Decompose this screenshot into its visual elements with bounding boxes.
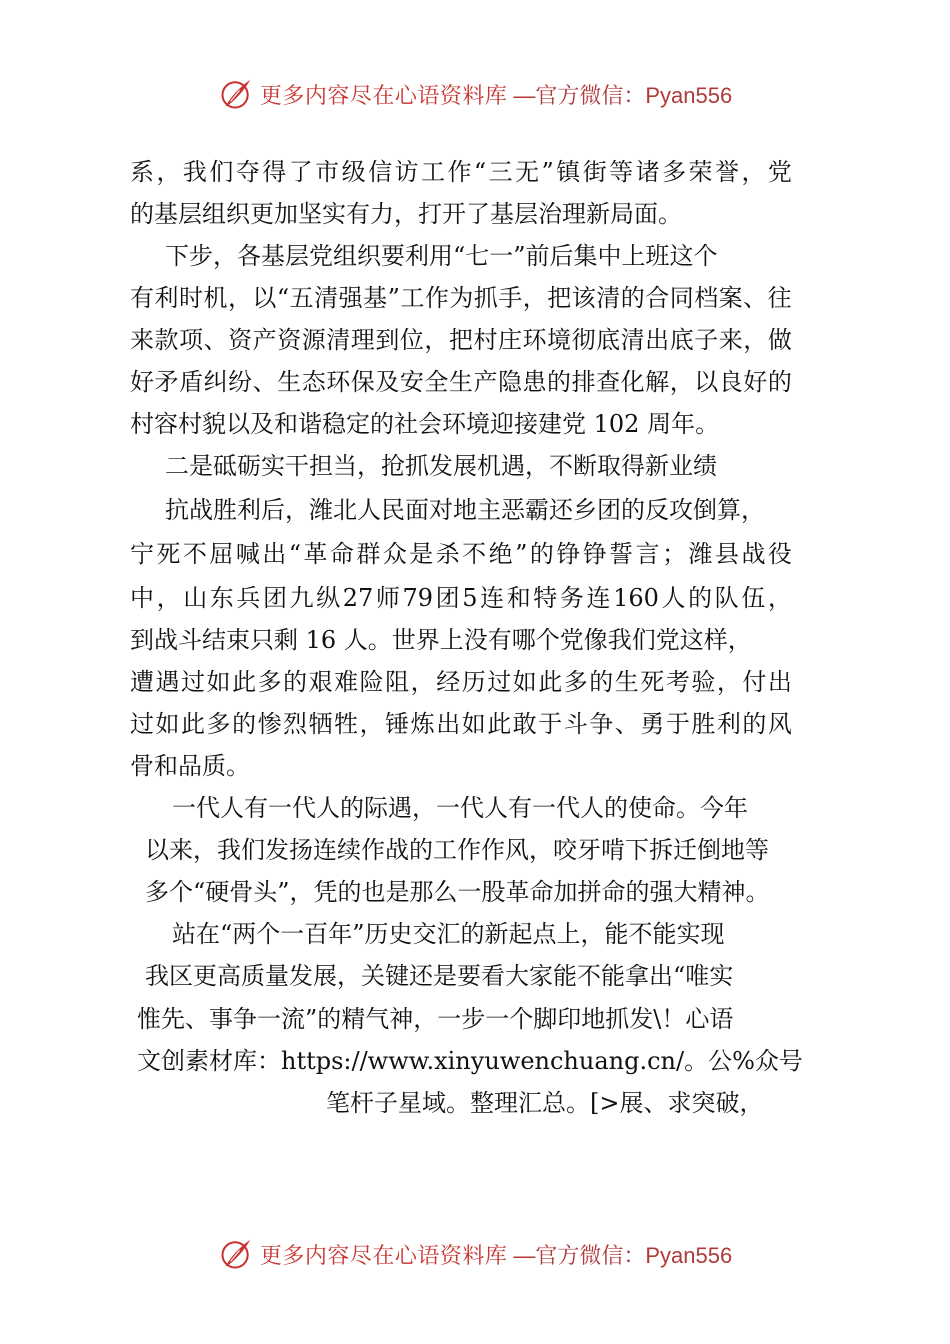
footer-wechat: —官方微信：Pyan556: [513, 1242, 733, 1268]
text-line: 多个“硬骨头”，凭的也是那么一股革命加拼命的强大精神。: [145, 878, 770, 906]
header-wechat: —官方微信：Pyan556: [513, 82, 733, 108]
quill-pen-logo-icon: [218, 1236, 254, 1272]
text-line: 中 ， 山 东 兵 团 九 纵 27 师 79 团 5 连 和 特 务 连 160 人 的 队 伍 ，: [130, 584, 792, 612]
text-line: 我区更高质量发展，关键还是要看大家能不能拿出“唯实: [145, 962, 734, 990]
text-line: 骨和品质。: [130, 752, 250, 780]
text-line: 一代人有一代人的际遇，一代人有一代人的使命。今年: [172, 794, 748, 822]
text-line: 有 利 时 机 ， 以 “ 五 清 强 基 ” 工 作 为 抓 手 ， 把 该 清 的 合 同 档 案 、 往: [130, 284, 792, 312]
section-heading: 二是砥砺实干担当，抢抓发展机遇，不断取得新业绩: [165, 452, 717, 480]
header-banner: [0, 72, 950, 116]
header-title: 更多内容尽在心语资料库: [259, 83, 508, 109]
text-line: 遭 遇 过 如 此 多 的 艰 难 险 阻 ， 经 历 过 如 此 多 的 生 死 考 验 ， 付 出: [130, 668, 792, 696]
text-line: 文创素材库：https://www.xinyuwenchuang.cn/。公%众号: [137, 1047, 803, 1075]
text-line: 过 如 此 多 的 惨 烈 牺 牲 ， 锤 炼 出 如 此 敢 于 斗 争 、 勇 于 胜 利 的 风: [130, 710, 792, 738]
text-line: 村容村貌以及和谐稳定的社会环境迎接建党 102 周年。: [130, 410, 720, 438]
text-line: 系 ， 我 们 夺 得 了 市 级 信 访 工 作 “ 三 无 ” 镇 街 等 诸 多 荣 誉 ， 党: [130, 158, 792, 186]
text-line: 到战斗结束只剩 16 人。世界上没有哪个党像我们党这样，: [130, 626, 752, 654]
footer-title: 更多内容尽在心语资料库: [259, 1243, 508, 1269]
text-line: 宁 死 不 屈 喊 出 “ 革 命 群 众 是 杀 不 绝 ” 的 铮 铮 誓 言 ； 潍 县 战 役: [130, 540, 792, 568]
text-line: 站在“两个一百年”历史交汇的新起点上，能不能实现: [172, 920, 725, 948]
footer-banner: [0, 1232, 950, 1276]
quill-pen-logo-icon: [218, 76, 254, 112]
text-line: 笔杆子星域。整理汇总。[>展、求突破，: [326, 1089, 764, 1117]
text-line: 下步，各基层党组织要利用“七一”前后集中上班这个: [165, 242, 718, 270]
text-line: 好 矛 盾 纠 纷 、 生 态 环 保 及 安 全 生 产 隐 患 的 排 查 化 解 ， 以 良 好 的: [130, 368, 792, 396]
text-line: 以来，我们发扬连续作战的工作作风，咬牙啃下拆迁倒地等: [145, 836, 769, 864]
text-line: 来 款 项 、 资 产 资 源 清 理 到 位 ， 把 村 庄 环 境 彻 底 清 出 底 子 来 ， 做: [130, 326, 792, 354]
text-line: 的基层组织更加坚实有力，打开了基层治理新局面。: [130, 200, 682, 228]
text-line: 惟先、事争一流”的精气神，一步一个脚印地抓发\！心语: [137, 1005, 734, 1033]
text-line: 抗战胜利后，潍北人民面对地主恶霸还乡团的反攻倒算，: [165, 496, 765, 524]
